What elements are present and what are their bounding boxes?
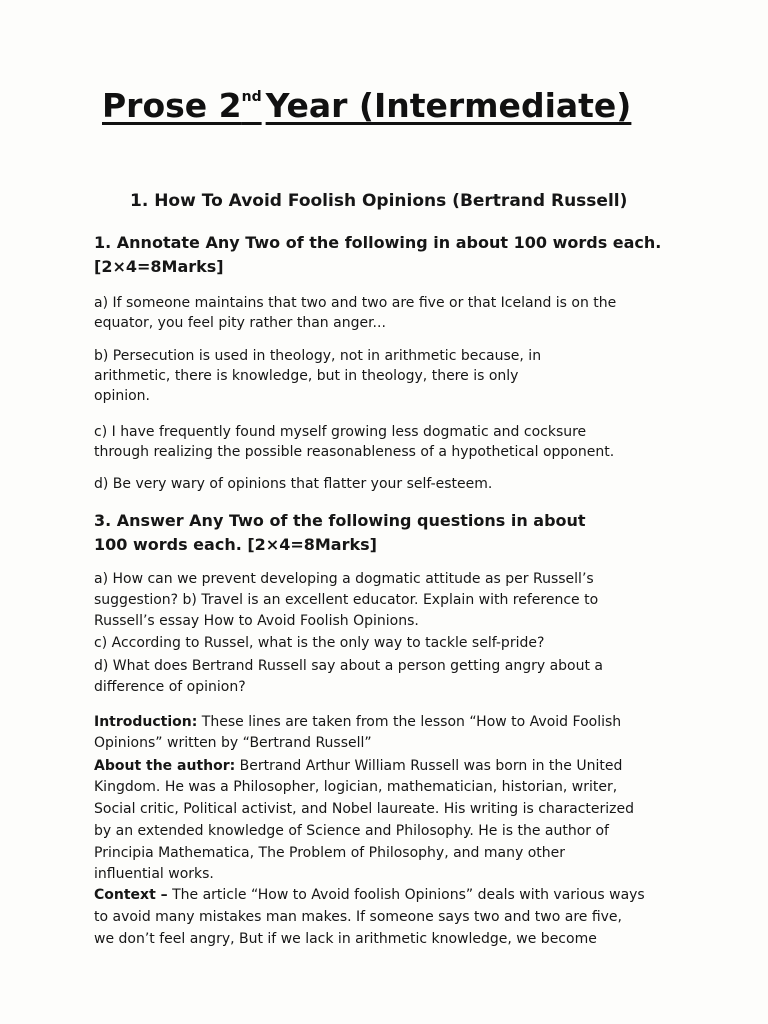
context-line1 xyxy=(94,885,645,905)
intro-line1 xyxy=(94,712,621,732)
about-label: About the author: xyxy=(94,758,236,774)
section3-line-2: suggestion? b) Travel is an excellent educator. Explain with reference to xyxy=(94,592,599,608)
section3-line-6: difference of opinion? xyxy=(94,679,246,695)
about-line2: Kingdom. He was a Philosopher, logician, mathematician, historian, writer, xyxy=(94,779,618,795)
section3-line-1: a) How can we prevent developing a dogmatic attitude as per Russell’s xyxy=(94,571,594,587)
item-b-line3: opinion. xyxy=(94,388,150,404)
item-c-line1: c) I have frequently found myself growing less dogmatic and cocksure xyxy=(94,424,587,440)
section3-heading-line2: 100 words each. [2×4=8Marks] xyxy=(94,535,377,554)
section3-line-4: c) According to Russel, what is the only way to tackle self-pride? xyxy=(94,635,545,651)
about-line4: by an extended knowledge of Science and Philosophy. He is the author of xyxy=(94,823,609,839)
title-rest: Year (Intermediate) xyxy=(265,86,632,125)
intro-text: These lines are taken from the lesson “How to Avoid Foolish xyxy=(197,714,622,730)
section3-line-3: Russell’s essay How to Avoid Foolish Opinions. xyxy=(94,613,419,629)
title-prefix: Prose 2 xyxy=(102,86,242,125)
item-d-line1: d) Be very wary of opinions that flatter your self-esteem. xyxy=(94,476,493,492)
item-b-line2: arithmetic, there is knowledge, but in theology, there is only xyxy=(94,368,519,384)
about-line5: Principia Mathematica, The Problem of Philosophy, and many other xyxy=(94,845,566,861)
section1-heading-line2: [2×4=8Marks] xyxy=(94,257,224,276)
about-line3: Social critic, Political activist, and Nobel laureate. His writing is characterized xyxy=(94,801,634,817)
item-a-line1: a) If someone maintains that two and two are five or that Iceland is on the xyxy=(94,295,617,311)
section3-heading-line1: 3. Answer Any Two of the following questions in about xyxy=(94,511,586,530)
page-title xyxy=(102,86,631,125)
context-label: Context – xyxy=(94,887,168,903)
about-text: Bertrand Arthur William Russell was born in the United xyxy=(235,758,623,774)
section3-line-5: d) What does Bertrand Russell say about a person getting angry about a xyxy=(94,658,604,674)
intro-label: Introduction: xyxy=(94,714,198,730)
item-b-line1: b) Persecution is used in theology, not in arithmetic because, in xyxy=(94,348,542,364)
context-text: The article “How to Avoid foolish Opinions” deals with various ways xyxy=(167,887,645,903)
context-line3: we don’t feel angry, But if we lack in arithmetic knowledge, we become xyxy=(94,931,597,947)
context-line2: to avoid many mistakes man makes. If someone says two and two are five, xyxy=(94,909,622,925)
about-line1 xyxy=(94,756,622,776)
intro-line2: Opinions” written by “Bertrand Russell” xyxy=(94,735,372,751)
item-c-line2: through realizing the possible reasonableness of a hypothetical opponent. xyxy=(94,444,615,460)
about-line6: influential works. xyxy=(94,866,214,882)
title-superscript: nd xyxy=(241,89,262,105)
lesson-title: 1. How To Avoid Foolish Opinions (Bertrand Russell) xyxy=(130,191,628,211)
item-a-line2: equator, you feel pity rather than anger... xyxy=(94,315,386,331)
section1-heading-line1: 1. Annotate Any Two of the following in about 100 words each. xyxy=(94,233,662,252)
